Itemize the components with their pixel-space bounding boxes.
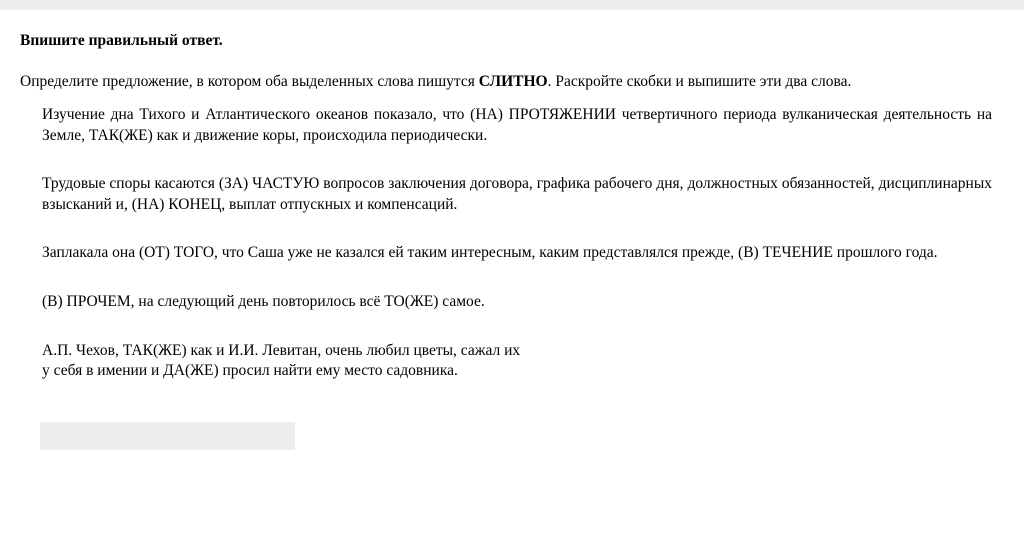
options-list [20, 105, 994, 382]
list-item[interactable]: Трудовые споры касаются (ЗА) ЧАСТУЮ вопросов заключения договора, графика рабочего дня, должностных обязанностей, дисциплинарных взысканий и, (НА) КОНЕЦ, выплат отпускных и компенсаций. [42, 175, 992, 213]
list-item-line-1: А.П. Чехов, ТАК(ЖЕ) как и И.И. Левитан, очень любил цветы, сажал их [42, 341, 521, 359]
list-item[interactable] [20, 341, 994, 382]
list-item[interactable]: Изучение дна Тихого и Атлантического океанов показало, что (НА) ПРОТЯЖЕНИИ четвертичного периода вулканическая деятельность на Земле, ТАК(ЖЕ) как и движение коры, происходила периодически. [42, 105, 992, 144]
list-item[interactable]: Заплакала она (ОТ) ТОГО, что Саша уже не казался ей таким интересным, каким представлялся прежде, (В) ТЕЧЕНИЕ прошлого года. [42, 244, 938, 262]
top-decorative-bar [0, 0, 1024, 10]
answer-input[interactable] [40, 422, 295, 450]
instruction-text-before: Определите предложение, в котором оба выделенных слова пишутся [20, 72, 479, 90]
document-page [0, 32, 1024, 450]
instruction-text-after: . Раскройте скобки и выпишите эти два слова. [547, 72, 852, 90]
instruction-emphasis: СЛИТНО [478, 72, 548, 90]
list-item-line-2: у себя в имении и ДА(ЖЕ) просил найти ему место садовника. [42, 362, 458, 380]
task-instruction [20, 72, 994, 91]
list-item[interactable]: (В) ПРОЧЕМ, на следующий день повторилось всё ТО(ЖЕ) самое. [42, 293, 485, 311]
page-title: Впишите правильный ответ. [20, 32, 223, 49]
